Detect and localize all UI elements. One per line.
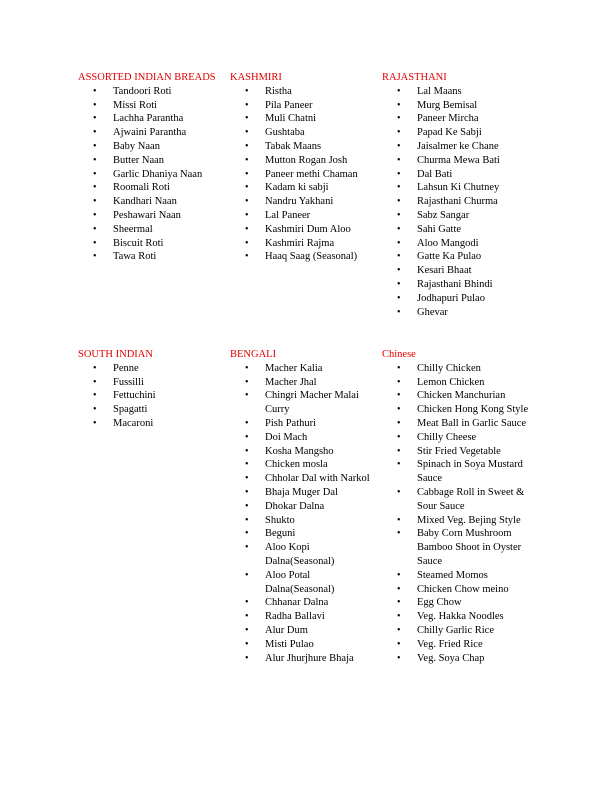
dish-item: • Cabbage Roll in Sweet & Sour Sauce [382,486,532,514]
dish-item: • Chilly Chicken [382,362,532,376]
dish-item: • Baby Corn Mushroom Bamboo Shoot in Oyster Sauce [382,527,532,568]
dish-item: • Gushtaba [230,126,380,140]
dish-item: • Veg. Hakka Noodles [382,610,532,624]
section-rajasthani [382,71,532,319]
dish-item: • Lal Maans [382,85,532,99]
dish-item: • Aloo Mangodi [382,237,532,251]
dish-item: • Kandhari Naan [78,195,223,209]
dish-item: • Missi Roti [78,99,223,113]
dish-item: • Pish Pathuri [230,417,380,431]
dish-item: • Gatte Ka Pulao [382,250,532,264]
dish-item: • Mutton Rogan Josh [230,154,380,168]
dish-item: • Haaq Saag (Seasonal) [230,250,380,264]
section-chinese [382,348,532,665]
dish-item: • Butter Naan [78,154,223,168]
dish-item: • Kesari Bhaat [382,264,532,278]
dish-item: • Muli Chatni [230,112,380,126]
dish-item: • Tandoori Roti [78,85,223,99]
section-heading: RAJASTHANI [382,72,447,83]
dish-item: • Papad Ke Sabji [382,126,532,140]
dish-item: • Baby Naan [78,140,223,154]
dish-item: • Churma Mewa Bati [382,154,532,168]
dish-list [382,85,532,320]
dish-item: • Egg Chow [382,596,532,610]
dish-list [230,85,380,264]
dish-item: • Fussilli [78,376,223,390]
dish-item: • Fettuchini [78,389,223,403]
dish-item: • Meat Ball in Garlic Sauce [382,417,532,431]
dish-item: • Chicken Chow meino [382,583,532,597]
dish-item: • Nandru Yakhani [230,195,380,209]
dish-item: • Alur Jhurjhure Bhaja [230,652,380,666]
section-assorted-indian-breads [78,71,223,264]
dish-item: • Penne [78,362,223,376]
dish-item: • Aloo Kopi Dalna(Seasonal) [230,541,380,569]
section-kashmiri [230,71,380,264]
dish-item: • Paneer methi Chaman [230,168,380,182]
dish-item: • Tawa Roti [78,250,223,264]
dish-item: • Chilly Garlic Rice [382,624,532,638]
dish-item: • Ajwaini Parantha [78,126,223,140]
section-south-indian [78,348,223,431]
section-heading: Chinese [382,349,416,360]
dish-item: • Veg. Soya Chap [382,652,532,666]
dish-list [382,362,532,666]
dish-item: • Chhanar Dalna [230,596,380,610]
dish-item: • Kashmiri Dum Aloo [230,223,380,237]
dish-item: • Rajasthani Churma [382,195,532,209]
dish-item: • Sahi Gatte [382,223,532,237]
dish-item: • Roomali Roti [78,181,223,195]
dish-item: • Steamed Momos [382,569,532,583]
dish-item: • Garlic Dhaniya Naan [78,168,223,182]
dish-item: • Biscuit Roti [78,237,223,251]
dish-item: • Radha Ballavi [230,610,380,624]
dish-item: • Doi Mach [230,431,380,445]
dish-item: • Lal Paneer [230,209,380,223]
section-heading: SOUTH INDIAN [78,349,153,360]
section-heading: KASHMIRI [230,72,282,83]
dish-item: • Pila Paneer [230,99,380,113]
dish-item: • Ristha [230,85,380,99]
dish-item: • Shukto [230,514,380,528]
dish-item: • Chingri Macher Malai Curry [230,389,380,417]
dish-item: • Chilly Cheese [382,431,532,445]
dish-list [78,362,223,431]
dish-item: • Beguni [230,527,380,541]
dish-item: • Bhaja Muger Dal [230,486,380,500]
dish-item: • Macher Kalia [230,362,380,376]
dish-item: • Veg. Fried Rice [382,638,532,652]
dish-item: • Kosha Mangsho [230,445,380,459]
dish-item: • Chicken Hong Kong Style [382,403,532,417]
dish-item: • Tabak Maans [230,140,380,154]
dish-item: • Lemon Chicken [382,376,532,390]
dish-item: • Ghevar [382,306,532,320]
dish-item: • Kashmiri Rajma [230,237,380,251]
dish-item: • Dhokar Dalna [230,500,380,514]
dish-item: • Macher Jhal [230,376,380,390]
dish-list [78,85,223,264]
dish-item: • Lachha Parantha [78,112,223,126]
section-heading: BENGALI [230,349,277,360]
dish-item: • Kadam ki sabji [230,181,380,195]
dish-item: • Aloo Potal Dalna(Seasonal) [230,569,380,597]
section-heading: ASSORTED INDIAN BREADS [78,72,216,83]
dish-item: • Chholar Dal with Narkol [230,472,380,486]
dish-item: • Murg Bemisal [382,99,532,113]
dish-item: • Spagatti [78,403,223,417]
dish-item: • Paneer Mircha [382,112,532,126]
dish-item: • Rajasthani Bhindi [382,278,532,292]
dish-item: • Sheermal [78,223,223,237]
dish-item: • Alur Dum [230,624,380,638]
dish-item: • Chicken Manchurian [382,389,532,403]
dish-item: • Sabz Sangar [382,209,532,223]
dish-item: • Jaisalmer ke Chane [382,140,532,154]
dish-item: • Stir Fried Vegetable [382,445,532,459]
dish-list [230,362,380,666]
dish-item: • Chicken mosla [230,458,380,472]
dish-item: • Lahsun Ki Chutney [382,181,532,195]
dish-item: • Peshawari Naan [78,209,223,223]
dish-item: • Jodhapuri Pulao [382,292,532,306]
dish-item: • Dal Bati [382,168,532,182]
dish-item: • Mixed Veg. Bejing Style [382,514,532,528]
dish-item: • Spinach in Soya Mustard Sauce [382,458,532,486]
dish-item: • Misti Pulao [230,638,380,652]
section-bengali [230,348,380,665]
dish-item: • Macaroni [78,417,223,431]
